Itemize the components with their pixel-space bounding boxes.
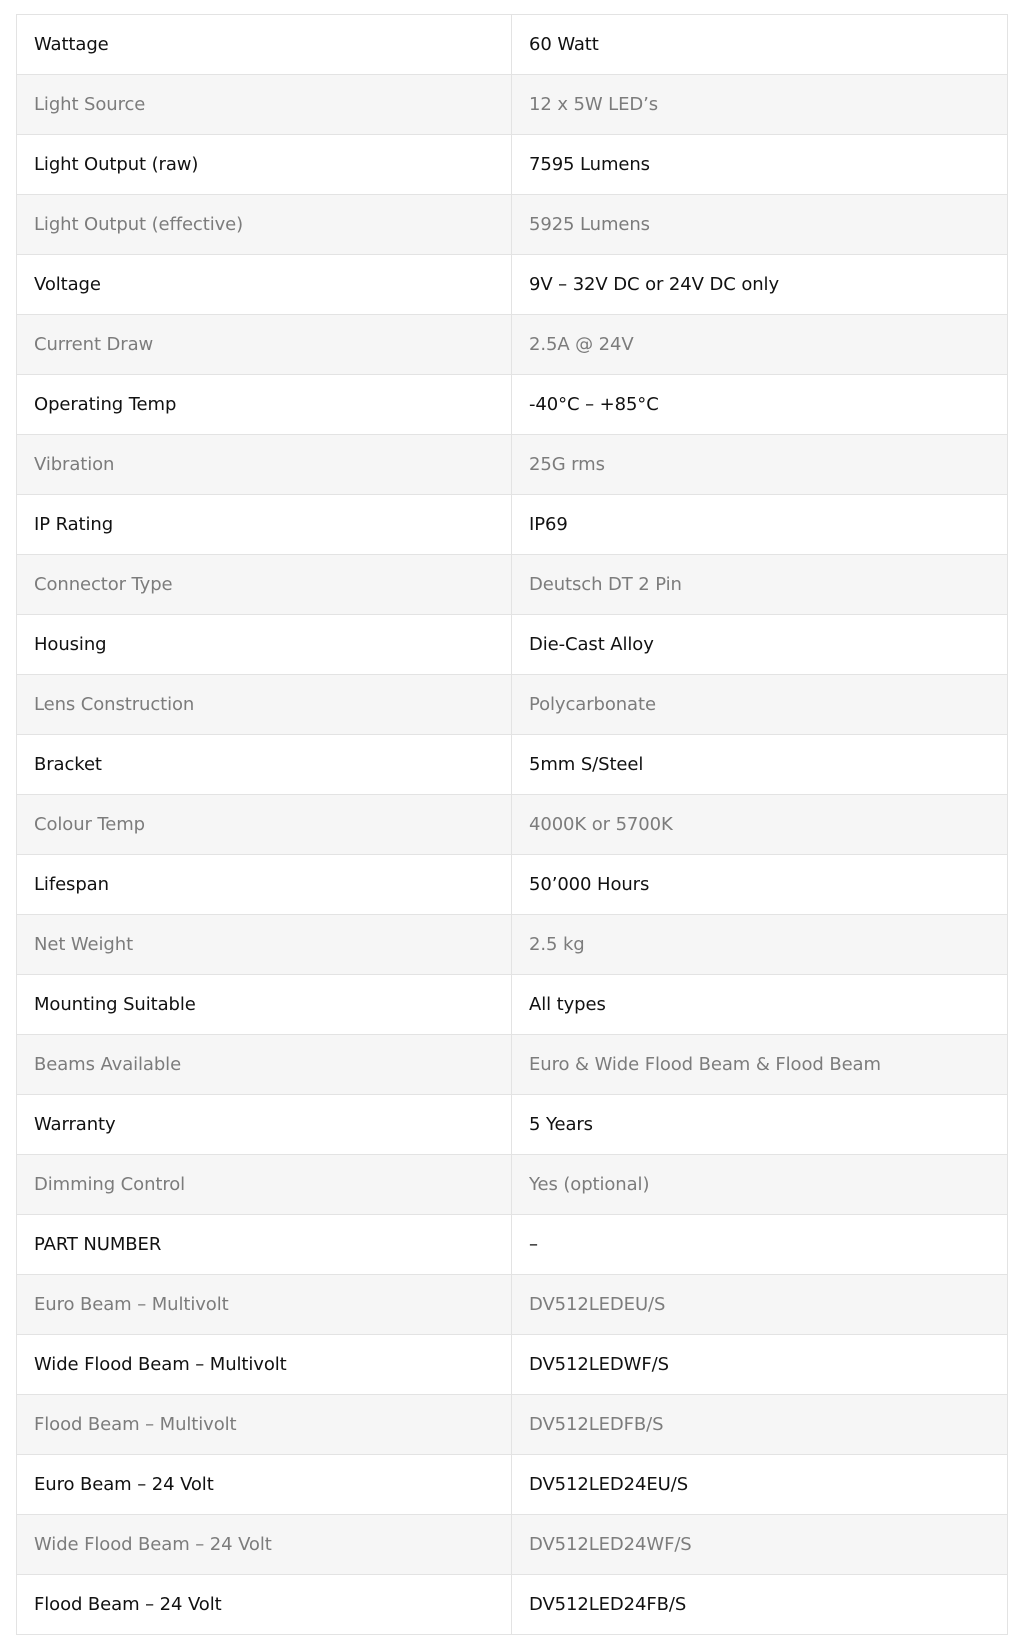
spec-label-cell: Connector Type: [17, 555, 512, 615]
spec-value-cell: Die-Cast Alloy: [512, 615, 1008, 675]
table-row: [17, 135, 1008, 195]
spec-label-cell: Bracket: [17, 735, 512, 795]
table-row: [17, 375, 1008, 435]
table-row: [17, 795, 1008, 855]
spec-value-cell: 9V – 32V DC or 24V DC only: [512, 255, 1008, 315]
spec-label-cell: Light Output (raw): [17, 135, 512, 195]
spec-table: [16, 14, 1008, 1635]
table-row: [17, 615, 1008, 675]
table-row: [17, 15, 1008, 75]
table-row: [17, 975, 1008, 1035]
spec-value-cell: DV512LEDWF/S: [512, 1335, 1008, 1395]
spec-label-cell: IP Rating: [17, 495, 512, 555]
table-row: [17, 1215, 1008, 1275]
spec-label-cell: Wide Flood Beam – Multivolt: [17, 1335, 512, 1395]
spec-value-cell: 2.5A @ 24V: [512, 315, 1008, 375]
spec-value-cell: DV512LED24EU/S: [512, 1455, 1008, 1515]
spec-value-cell: Yes (optional): [512, 1155, 1008, 1215]
spec-label-cell: Flood Beam – 24 Volt: [17, 1575, 512, 1635]
table-row: [17, 435, 1008, 495]
table-row: [17, 495, 1008, 555]
spec-value-cell: DV512LED24FB/S: [512, 1575, 1008, 1635]
spec-label-cell: Vibration: [17, 435, 512, 495]
spec-label-cell: Dimming Control: [17, 1155, 512, 1215]
spec-value-cell: 4000K or 5700K: [512, 795, 1008, 855]
spec-table-body: [17, 15, 1008, 1635]
spec-value-cell: IP69: [512, 495, 1008, 555]
spec-label-cell: Euro Beam – Multivolt: [17, 1275, 512, 1335]
spec-value-cell: 50’000 Hours: [512, 855, 1008, 915]
spec-label-cell: Flood Beam – Multivolt: [17, 1395, 512, 1455]
table-row: [17, 1395, 1008, 1455]
spec-label-cell: Mounting Suitable: [17, 975, 512, 1035]
spec-value-cell: 7595 Lumens: [512, 135, 1008, 195]
spec-label-cell: Warranty: [17, 1095, 512, 1155]
spec-label-cell: Light Output (effective): [17, 195, 512, 255]
table-row: [17, 1335, 1008, 1395]
table-row: [17, 915, 1008, 975]
spec-value-cell: DV512LED24WF/S: [512, 1515, 1008, 1575]
spec-label-cell: Colour Temp: [17, 795, 512, 855]
spec-value-cell: 60 Watt: [512, 15, 1008, 75]
spec-value-cell: 25G rms: [512, 435, 1008, 495]
table-row: [17, 1155, 1008, 1215]
spec-value-cell: Deutsch DT 2 Pin: [512, 555, 1008, 615]
table-row: [17, 855, 1008, 915]
spec-value-cell: 5925 Lumens: [512, 195, 1008, 255]
spec-value-cell: 12 x 5W LED’s: [512, 75, 1008, 135]
spec-value-cell: DV512LEDFB/S: [512, 1395, 1008, 1455]
spec-label-cell: Lens Construction: [17, 675, 512, 735]
table-row: [17, 675, 1008, 735]
spec-value-cell: 5 Years: [512, 1095, 1008, 1155]
spec-label-cell: Housing: [17, 615, 512, 675]
table-row: [17, 315, 1008, 375]
table-row: [17, 1455, 1008, 1515]
spec-value-cell: 5mm S/Steel: [512, 735, 1008, 795]
table-row: [17, 1275, 1008, 1335]
spec-label-cell: Lifespan: [17, 855, 512, 915]
spec-label-cell: Wide Flood Beam – 24 Volt: [17, 1515, 512, 1575]
spec-label-cell: PART NUMBER: [17, 1215, 512, 1275]
spec-label-cell: Beams Available: [17, 1035, 512, 1095]
table-row: [17, 255, 1008, 315]
spec-label-cell: Light Source: [17, 75, 512, 135]
spec-label-cell: Wattage: [17, 15, 512, 75]
spec-label-cell: Voltage: [17, 255, 512, 315]
spec-value-cell: All types: [512, 975, 1008, 1035]
spec-value-cell: -40°C – +85°C: [512, 375, 1008, 435]
table-row: [17, 1515, 1008, 1575]
table-row: [17, 195, 1008, 255]
table-row: [17, 1575, 1008, 1635]
spec-value-cell: DV512LEDEU/S: [512, 1275, 1008, 1335]
table-row: [17, 555, 1008, 615]
spec-value-cell: 2.5 kg: [512, 915, 1008, 975]
spec-value-cell: Euro & Wide Flood Beam & Flood Beam: [512, 1035, 1008, 1095]
spec-value-cell: Polycarbonate: [512, 675, 1008, 735]
spec-value-cell: –: [512, 1215, 1008, 1275]
spec-label-cell: Current Draw: [17, 315, 512, 375]
table-row: [17, 735, 1008, 795]
table-row: [17, 1095, 1008, 1155]
spec-label-cell: Net Weight: [17, 915, 512, 975]
table-row: [17, 75, 1008, 135]
spec-label-cell: Euro Beam – 24 Volt: [17, 1455, 512, 1515]
table-row: [17, 1035, 1008, 1095]
spec-label-cell: Operating Temp: [17, 375, 512, 435]
